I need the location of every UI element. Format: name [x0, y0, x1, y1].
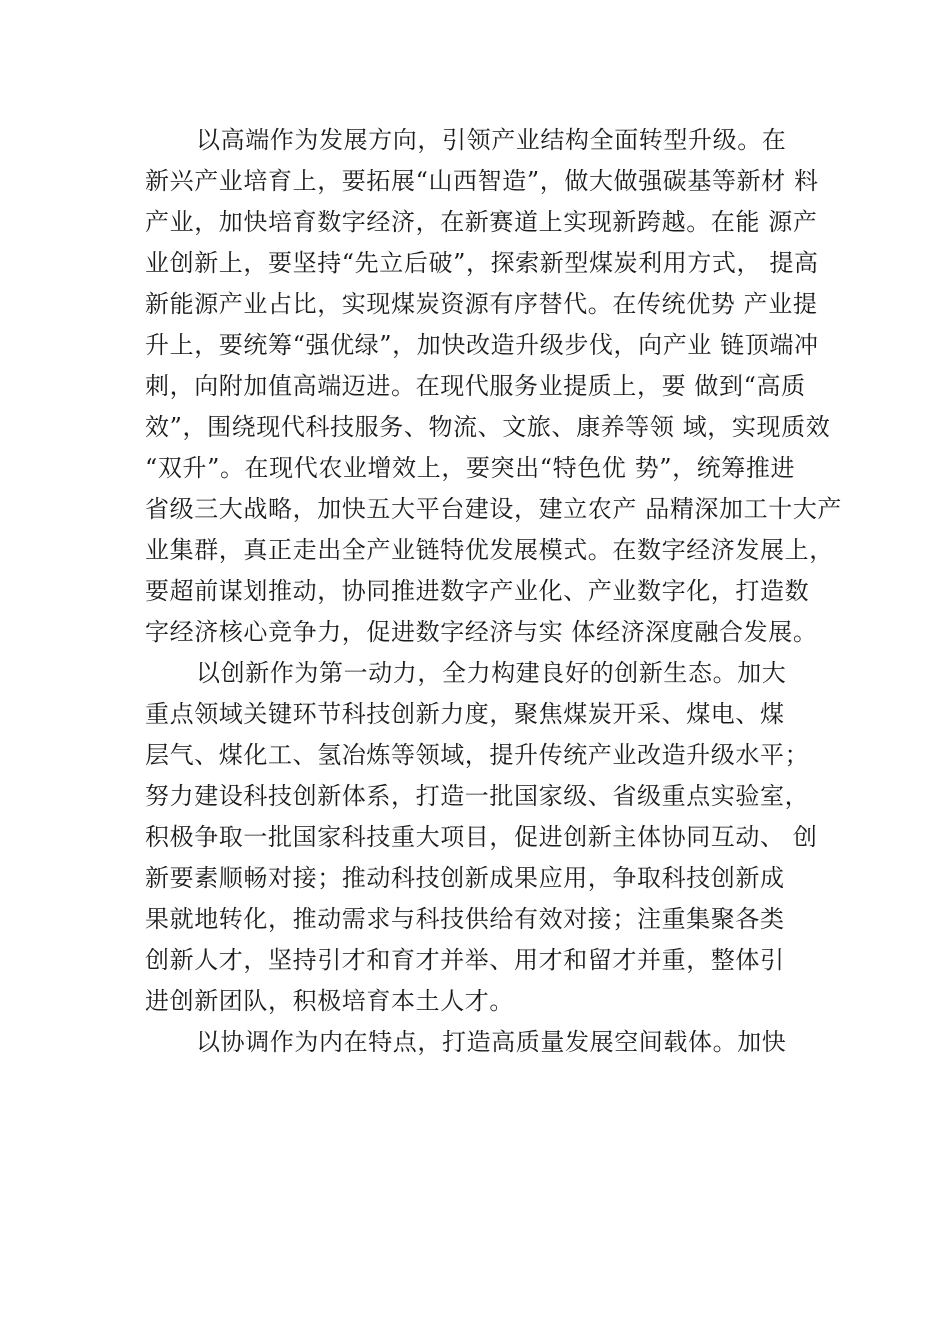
- paragraph-1-line-6: 升上，要统筹“强优绿”，加快改造升级步伐，向产业 链顶端冲: [145, 331, 819, 359]
- paragraph-1-line-5: 新能源产业占比，实现煤炭资源有序替代。在传统优势 产业提: [145, 290, 818, 318]
- paragraph-1-line-9: “双升”。在现代农业增效上，要突出“特色优 势”，统筹推进: [145, 454, 796, 482]
- paragraph-1-line-12: 要超前谋划推动，协同推进数字产业化、产业数字化，打造数: [145, 577, 810, 605]
- paragraph-2-line-7: 果就地转化，推动需求与科技供给有效对接；注重集聚各类: [145, 905, 785, 933]
- paragraph-2-line-4: 努力建设科技创新体系，打造一批国家级、省级重点实验室，: [145, 782, 810, 810]
- paragraph-2-line-5: 积极争取一批国家科技重大项目，促进创新主体协同互动、 创: [145, 823, 818, 851]
- paragraph-1-line-2: 新兴产业培育上，要拓展“山西智造”，做大做强碳基等新材 料: [145, 167, 819, 195]
- paragraph-1-line-13: 字经济核心竞争力，促进数字经济与实 体经济深度融合发展。: [145, 618, 818, 646]
- paragraph-2-line-8: 创新人才，坚持引才和育才并举、用才和留才并重，整体引: [145, 946, 785, 974]
- paragraph-1-line-4: 业创新上，要坚持“先立后破”，探索新型煤炭利用方式， 提高: [145, 249, 819, 277]
- paragraph-1-line-10: 省级三大战略，加快五大平台建设，建立农产 品精深加工十大产: [145, 495, 843, 523]
- paragraph-2-line-6: 新要素顺畅对接；推动科技创新成果应用，争取科技创新成: [145, 864, 785, 892]
- paragraph-1-line-3: 产业，加快培育数字经济，在新赛道上实现新跨越。在能 源产: [145, 208, 818, 236]
- paragraph-1-line-7: 刺，向附加值高端迈进。在现代服务业提质上，要 做到“高质: [145, 372, 806, 400]
- paragraph-1-line-8: 效”，围绕现代科技服务、物流、文旅、康养等领 域，实现质效: [145, 413, 831, 441]
- paragraph-1-line-11: 业集群，真正走出全产业链特优发展模式。在数字经济发展上，: [145, 536, 834, 564]
- paragraph-3-line-1: 以协调作为内在特点，打造高质量发展空间载体。加快: [196, 1028, 787, 1056]
- paragraph-1-line-1: 以高端作为发展方向，引领产业结构全面转型升级。在: [196, 126, 787, 154]
- paragraph-2-line-1: 以创新作为第一动力，全力构建良好的创新生态。加大: [196, 659, 787, 687]
- paragraph-2-line-9: 进创新团队，积极培育本土人才。: [145, 987, 514, 1015]
- paragraph-2-line-2: 重点领域关键环节科技创新力度，聚焦煤炭开采、煤电、煤: [145, 700, 785, 728]
- paragraph-2-line-3: 层气、煤化工、氢冶炼等领域，提升传统产业改造升级水平；: [145, 741, 810, 769]
